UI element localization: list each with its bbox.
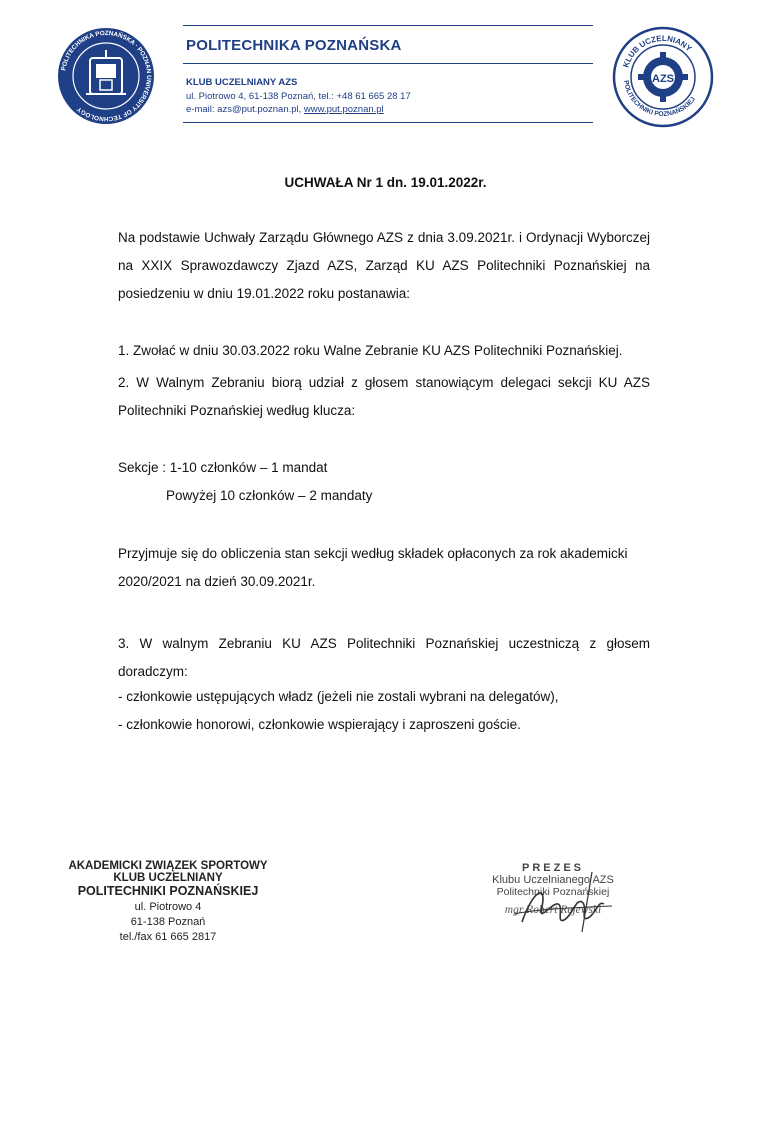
svg-text:POLITECHNIKI POZNAŃSKIEJ: POLITECHNIKI POZNAŃSKIEJ bbox=[622, 79, 697, 119]
header-rule-middle bbox=[183, 63, 593, 64]
club-contact bbox=[186, 104, 384, 115]
university-name: POLITECHNIKA POZNAŃSKA bbox=[186, 37, 402, 54]
website-link[interactable]: www.put.poznan.pl bbox=[303, 104, 384, 115]
stamp-line: Politechniki Poznańskiej bbox=[496, 886, 610, 898]
point-1: 1. Zwołać w dniu 30.03.2022 roku Walne Zebranie KU AZS Politechniki Poznańskiej. bbox=[118, 343, 623, 358]
stamp-line: PREZES bbox=[521, 862, 584, 874]
calculation-paragraph: Przyjmuje się do obliczenia stan sekcji według składek opłaconych za rok akademicki 2020/2021 na dzień 30.09.2021r. bbox=[118, 546, 628, 589]
azs-club-logo bbox=[612, 26, 714, 128]
intro-paragraph: Na podstawie Uchwały Zarządu Głównego AZS z dnia 3.09.2021r. i Ordynacji Wyborczej na XXIX Sprawozdawczy Zjazd AZS, Zarząd KU AZS Politechniki Poznańskiej na posiedzeniu w dniu 19.01.2022 roku postanawia: bbox=[118, 230, 650, 301]
svg-text:AZS: AZS bbox=[652, 73, 674, 85]
header-rule-top bbox=[183, 25, 593, 26]
club-stamp bbox=[62, 860, 274, 945]
stamp-line: 61-138 Poznań bbox=[130, 916, 206, 928]
stamp-line: KLUB UCZELNIANY bbox=[113, 872, 223, 884]
stamp-line: POLITECHNIKI POZNAŃSKIEJ bbox=[77, 884, 259, 898]
handwritten-signature bbox=[492, 862, 642, 942]
header-rule-bottom bbox=[183, 122, 593, 123]
point-3: 3. W walnym Zebraniu KU AZS Politechniki Poznańskiej uczestniczą z głosem doradczym: bbox=[118, 636, 650, 679]
stamp-line: mgr Robert Rejewski bbox=[504, 904, 602, 916]
club-name: KLUB UCZELNIANY AZS bbox=[186, 77, 298, 88]
resolution-title: UCHWAŁA Nr 1 dn. 19.01.2022r. bbox=[284, 175, 487, 190]
stamp-line: Klubu Uczelnianego AZS bbox=[492, 874, 614, 886]
svg-text:KLUB UCZELNIANY: KLUB UCZELNIANY bbox=[621, 33, 694, 69]
university-logo bbox=[56, 26, 156, 126]
point-2: 2. W Walnym Zebraniu biorą udział z głosem stanowiącym delegaci sekcji KU AZS Politechniki Poznańskiej według klucza: bbox=[118, 375, 650, 418]
email-prefix: e-mail: bbox=[186, 104, 218, 115]
stamp-line: ul. Piotrowo 4 bbox=[134, 901, 202, 913]
svg-text:POLITECHNIKA POZNAŃSKA · POZNA: POLITECHNIKA POZNAŃSKA · POZNAN UNIVERSITY OF TECHNOLOGY bbox=[60, 29, 153, 123]
sections-rule-2: Powyżej 10 członków – 2 mandaty bbox=[166, 488, 373, 503]
stamp-line: AKADEMICKI ZWIĄZEK SPORTOWY bbox=[68, 860, 268, 872]
email-separator: , bbox=[298, 104, 304, 115]
sections-rule: Sekcje : 1-10 członków – 1 mandat bbox=[118, 460, 328, 475]
club-address: ul. Piotrowo 4, 61-138 Poznań, tel.: +48 61 665 28 17 bbox=[186, 91, 411, 102]
bullet-item: - członkowie honorowi, członkowie wspierający i zaproszeni goście. bbox=[118, 717, 521, 732]
email-link[interactable]: azs@put.poznan.pl bbox=[217, 104, 299, 115]
stamp-line: tel./fax 61 665 2817 bbox=[119, 931, 217, 943]
bullet-item: - członkowie ustępujących władz (jeżeli nie zostali wybrani na delegatów), bbox=[118, 689, 559, 704]
